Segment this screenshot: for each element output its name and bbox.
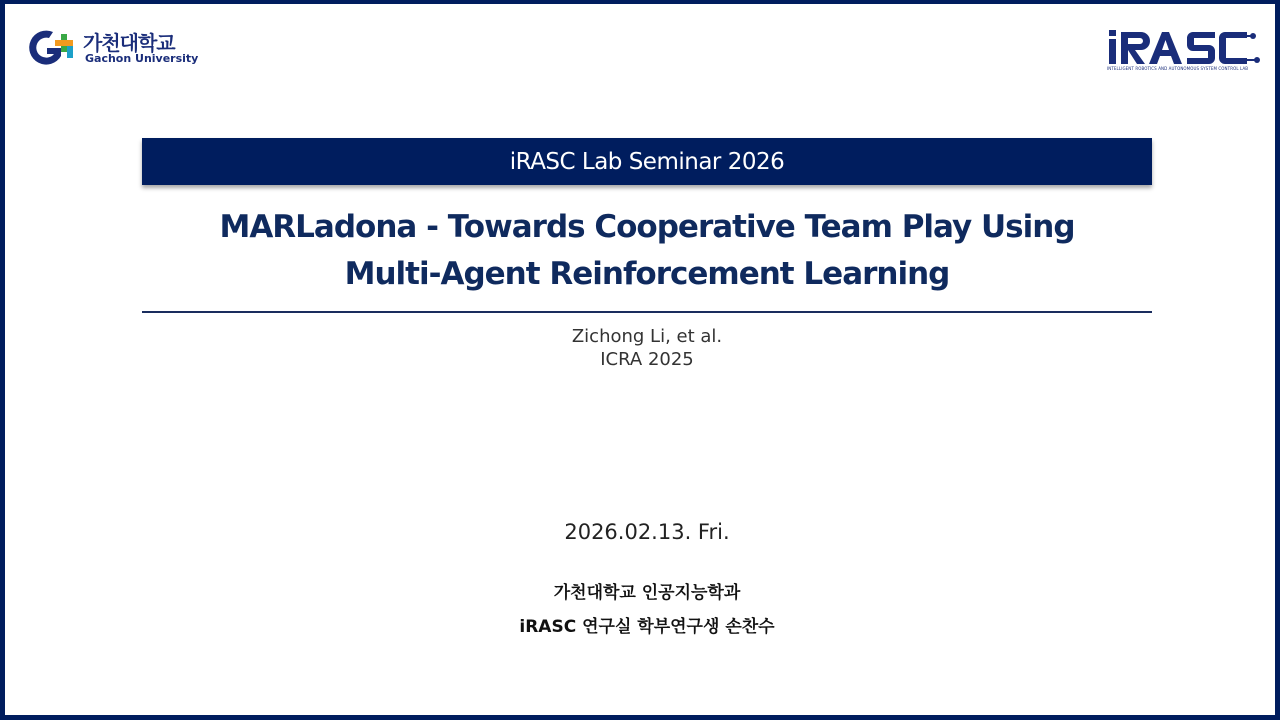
paper-authors: Zichong Li, et al. bbox=[571, 326, 723, 347]
paper-title-line-2: Multi-Agent Reinforcement Learning bbox=[344, 256, 950, 292]
gachon-name-korean: 가천대학교 bbox=[83, 31, 175, 55]
title-divider bbox=[142, 311, 1152, 313]
irasc-lab-logo bbox=[1107, 28, 1263, 76]
seminar-banner bbox=[142, 138, 1152, 185]
presenter-department: 가천대학교 인공지능학과 bbox=[553, 583, 741, 603]
paper-title-line-1: MARLadona - Towards Cooperative Team Play Using bbox=[219, 209, 1075, 245]
gachon-logo-icon bbox=[23, 26, 79, 70]
gachon-university-logo bbox=[23, 26, 199, 70]
seminar-date: 2026.02.13. Fri. bbox=[564, 520, 730, 544]
irasc-wordmark-icon bbox=[1107, 28, 1263, 66]
presenter-name: iRASC 연구실 학부연구생 손찬수 bbox=[519, 617, 775, 637]
irasc-tagline: INTELLIGENT ROBOTICS AND AUTONOMOUS SYSTEM CONTROL LAB bbox=[1107, 66, 1249, 71]
seminar-banner-text: iRASC Lab Seminar 2026 bbox=[509, 148, 785, 175]
gachon-name-english: Gachon University bbox=[85, 52, 199, 65]
paper-venue: ICRA 2025 bbox=[600, 349, 694, 370]
paper-title bbox=[142, 204, 1152, 298]
